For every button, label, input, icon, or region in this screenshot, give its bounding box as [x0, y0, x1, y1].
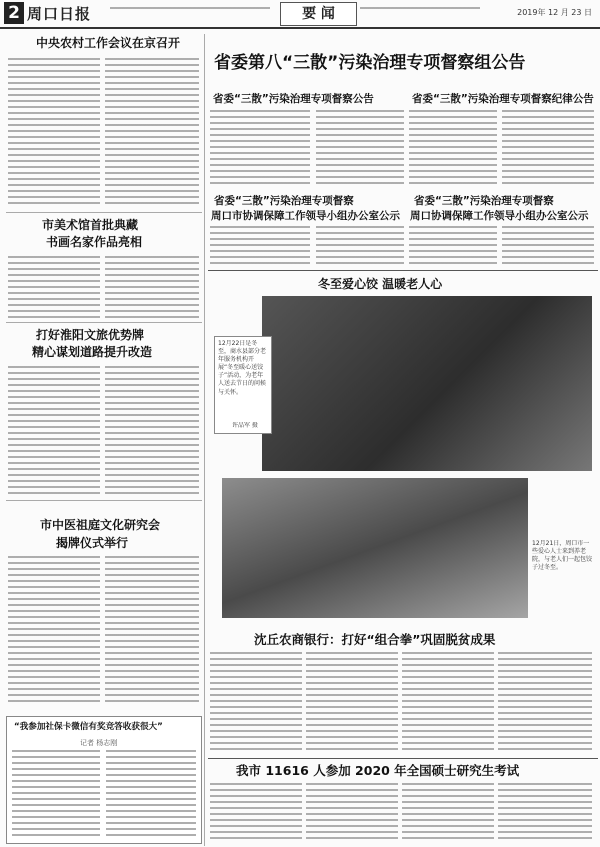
notice-text [210, 110, 310, 188]
masthead-rule [0, 27, 600, 29]
feature-title: 冬至爱心饺 温暖老人心 [318, 277, 443, 291]
notice-text [409, 110, 497, 188]
masthead-hotline [360, 7, 480, 13]
notice-text [502, 110, 594, 188]
article-text [8, 58, 100, 208]
article-author: 记者 杨志刚 [80, 739, 118, 747]
article-subtitle: 揭牌仪式举行 [56, 536, 129, 550]
divider [6, 212, 202, 213]
paper-name: 周口日报 [27, 5, 92, 23]
notice-text [210, 226, 310, 264]
article-text [106, 750, 196, 838]
article-title: 市美术馆首批典藏 [42, 218, 139, 232]
article-text [402, 783, 494, 843]
photo-credit: 许品军 摄 [232, 422, 258, 429]
notice-text [316, 110, 404, 188]
article-text [306, 652, 398, 754]
article-title: “我参加社保卡微信有奖竞答收获很大” [14, 722, 163, 732]
article-text [8, 556, 100, 706]
article-title: 市中医祖庭文化研究会 [40, 518, 161, 532]
article-text [498, 783, 592, 843]
article-text [105, 366, 199, 496]
issue-date: 2019年 12 月 23 日 [517, 8, 592, 17]
notice-text [316, 226, 404, 264]
article-text [402, 652, 494, 754]
article-subtitle: 书画名家作品亮相 [46, 235, 143, 249]
notice-title: 省委“三散”污染治理专项督察纪律公告 [412, 93, 594, 105]
article-title: 中央农村工作会议在京召开 [36, 36, 181, 50]
page-number: 2 [4, 2, 24, 24]
photo-dumpling-making [222, 478, 528, 618]
article-text [498, 652, 592, 754]
notice-title: 省委“三散”污染治理专项督察公告 [213, 93, 374, 105]
article-subtitle: 精心谋划道路提升改造 [32, 345, 153, 359]
notice-text [409, 226, 497, 264]
photo-seniors-dumplings [262, 296, 592, 471]
masthead-editor-line [110, 7, 270, 13]
divider [208, 758, 598, 759]
article-text [12, 750, 100, 838]
photo-caption: 12月21日，周口市一些爱心人士来到养老院，与老人们一起包饺子过冬至。 [532, 540, 593, 572]
article-text [8, 256, 100, 318]
photo-caption: 12月22日是冬至，商水县部分老年服务机构开展“冬至暖心送饺子”活动，为老年人送去节日的问候与关怀。 [218, 340, 267, 396]
article-title: 沈丘农商银行：打好“组合拳”巩固脱贫成果 [254, 632, 496, 647]
article-title: 我市 11616 人参加 2020 年全国硕士研究生考试 [236, 763, 520, 778]
article-text [210, 783, 302, 843]
divider [6, 500, 202, 501]
announcement-banner: 省委第八“三散”污染治理专项督察组公告 [214, 53, 526, 73]
article-text [105, 58, 199, 208]
notice-title: 周口市协调保障工作领导小组办公室公示 [211, 210, 400, 222]
article-text [105, 556, 199, 706]
notice-title: 省委“三散”污染治理专项督察 [414, 195, 554, 207]
notice-title: 周口协调保障工作领导小组办公室公示 [410, 210, 589, 222]
column-divider [204, 34, 205, 846]
article-title: 打好淮阳文旅优势牌 [36, 328, 145, 342]
article-text [210, 652, 302, 754]
article-text [8, 366, 100, 496]
article-text [306, 783, 398, 843]
divider [208, 270, 598, 271]
section-title: 要 闻 [280, 2, 357, 26]
article-text [105, 256, 199, 318]
divider [6, 322, 202, 323]
notice-text [502, 226, 594, 264]
notice-title: 省委“三散”污染治理专项督察 [214, 195, 354, 207]
